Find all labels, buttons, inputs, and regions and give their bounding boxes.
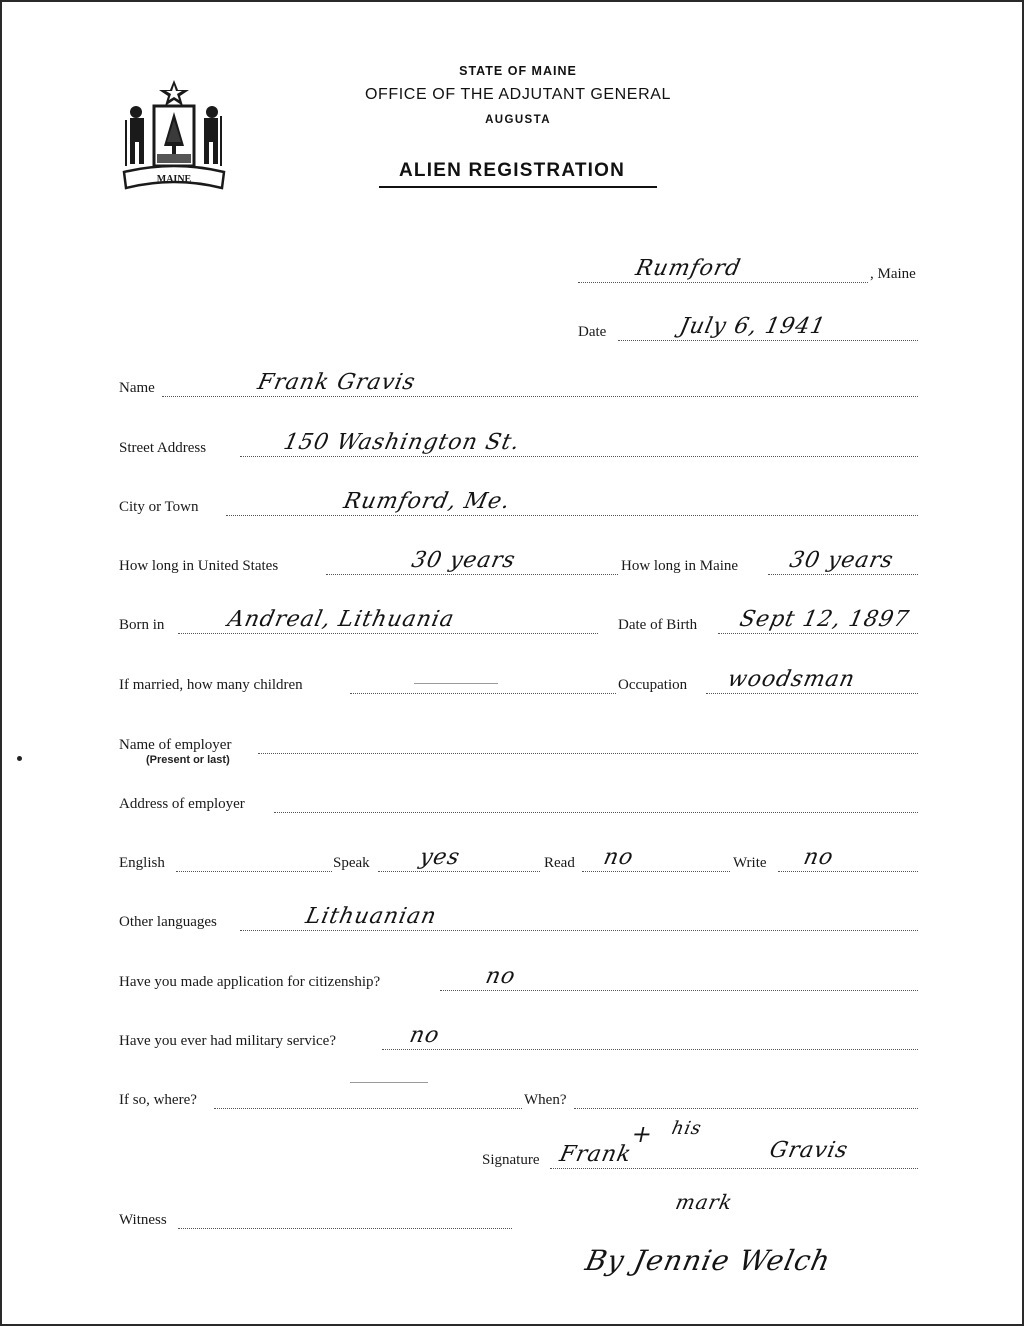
read-label: Read [544,855,575,871]
birth-row [0,609,1024,649]
street-line [240,456,918,457]
by-line: By Jennie Welch [582,1244,834,1277]
maine-duration-entry: 30 years [787,548,897,573]
dob-entry: Sept 12, 1897 [737,607,912,632]
date-label: Date [578,324,607,340]
town-row [0,258,1024,298]
when-label: When? [524,1092,567,1108]
employer-line [258,753,918,754]
street-row [0,432,1024,472]
signature-first: Frank [557,1142,635,1167]
military-row [0,1025,1024,1065]
signature-line [550,1168,918,1169]
children-label: If married, how many children [119,677,303,693]
employer-sublabel: (Present or last) [146,754,230,766]
military-label: Have you ever had military service? [119,1033,336,1049]
speak-label: Speak [333,855,370,871]
write-line [778,871,918,872]
english-line [176,871,332,872]
other-lang-line [240,930,918,931]
speak-entry: yes [417,845,463,870]
employer-address-row [0,788,1024,828]
citizenship-row [0,966,1024,1006]
military-entry: no [407,1023,443,1048]
mark-word: mark [673,1190,736,1214]
where-line [214,1108,522,1109]
city-heading: AUGUSTA [485,114,551,126]
name-line [162,396,918,397]
name-label: Name [119,380,155,396]
witness-label: Witness [119,1212,167,1228]
street-entry: 150 Washington St. [281,430,523,455]
military-line [382,1049,918,1050]
where-row [0,1084,1024,1124]
maine-duration-line [768,574,918,575]
employer-label: Name of employer [119,737,232,753]
english-label: English [119,855,165,871]
citizenship-label: Have you made application for citizenship? [119,974,381,990]
witness-line [178,1228,512,1229]
city-row [0,491,1024,531]
signature-row [0,1118,1024,1184]
read-entry: no [601,845,637,870]
children-dash [414,683,498,684]
citizenship-line [440,990,918,991]
speak-line [378,871,540,872]
seal-banner-text: MAINE [156,174,192,185]
read-line [582,871,730,872]
other-lang-row [0,906,1024,946]
born-line [178,633,598,634]
title-underline [379,186,657,188]
born-label: Born in [119,617,165,633]
city-line [226,515,918,516]
dob-line [718,633,918,634]
us-duration-line [326,574,618,575]
dob-label: Date of Birth [618,617,698,633]
write-label: Write [733,855,767,871]
other-lang-label: Other languages [119,914,217,930]
occupation-label: Occupation [618,677,688,693]
name-entry: Frank Gravis [255,370,419,395]
when-line [574,1108,918,1109]
born-entry: Andreal, Lithuania [225,607,457,632]
signature-his: his [669,1118,704,1139]
signature-mark: + [629,1120,657,1148]
street-label: Street Address [119,440,207,456]
signature-last: Gravis [767,1138,851,1163]
city-entry: Rumford, Me. [341,489,513,514]
date-line [618,340,918,341]
maine-duration-label: How long in Maine [621,558,739,574]
witness-row [0,1190,1024,1244]
office-heading: OFFICE OF THE ADJUTANT GENERAL [364,86,672,103]
town-entry: Rumford [633,256,744,281]
write-entry: no [801,845,837,870]
where-label: If so, where? [119,1092,197,1108]
occupation-line [706,693,918,694]
date-entry: July 6, 1941 [677,314,829,339]
us-duration-entry: 30 years [409,548,519,573]
employer-row [0,729,1024,769]
form-title: ALIEN REGISTRATION [398,160,626,181]
date-row [0,316,1024,356]
children-line [350,693,616,694]
employer-address-line [274,812,918,813]
citizenship-entry: no [483,964,519,989]
employer-address-label: Address of employer [119,796,245,812]
occupation-entry: woodsman [725,667,858,692]
town-line [578,282,868,283]
town-suffix: , Maine [870,266,916,282]
us-duration-label: How long in United States [119,558,279,574]
where-dash [350,1082,428,1083]
city-label: City or Town [119,499,199,515]
signature-label: Signature [482,1152,540,1168]
english-row [0,847,1024,887]
duration-row [0,550,1024,590]
state-heading: STATE OF MAINE [459,64,577,78]
children-row [0,669,1024,709]
name-row [0,372,1024,412]
other-lang-entry: Lithuanian [303,904,440,929]
